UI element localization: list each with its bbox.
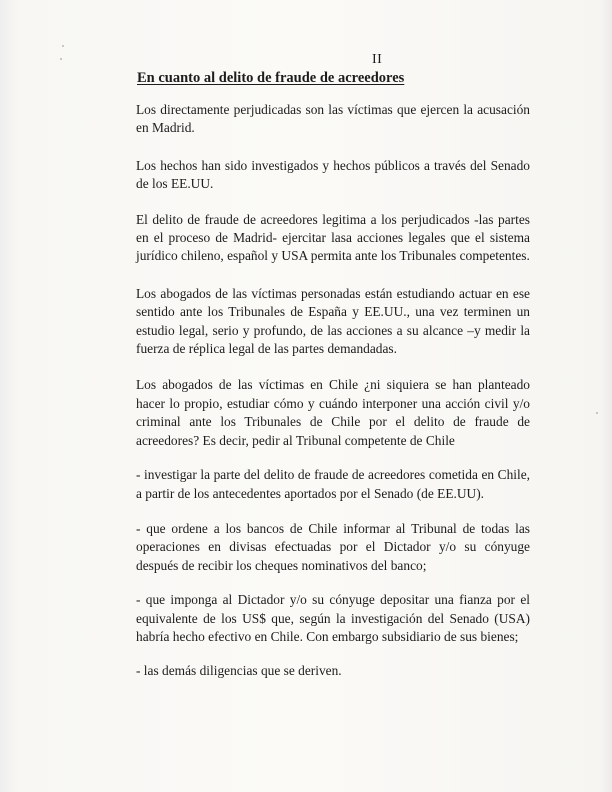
list-item: - que ordene a los bancos de Chile informar al Tribunal de todas las operaciones en divisas efectuadas por el Dictador y/o su cónyuge después de recibir los cheques nominativos del banco; (136, 520, 530, 573)
list-item: - que imponga al Dictador y/o su cónyuge depositar una fianza por el equivalente de los US$ que, según la investigación del Senado (USA) habría hecho efectivo en Chile. Con embargo subsidiario de sus bienes; (136, 592, 530, 644)
paragraph: Los abogados de las víctimas en Chile ¿ni siquiera se han planteado hacer lo propio, estudiar cómo y cuándo interponer una acción civil y/o criminal ante los Tribunales de Chile por el delito de fraude de acreedores? Es decir, pedir al Tribunal competente de Chile (136, 377, 530, 448)
paragraph: El delito de fraude de acreedores legitima a los perjudicados -las partes en el proceso de Madrid- ejercitar lasa acciones legales que el sistema jurídico chileno, español y USA permita ante los Tribunales competentes. (136, 211, 530, 264)
scan-speck (60, 58, 62, 60)
page-number: II (372, 52, 383, 67)
scan-speck (62, 45, 64, 47)
list-item: - investigar la parte del delito de fraude de acreedores cometida en Chile, a partir de los antecedentes aportados por el Senado (de EE.UU). (136, 467, 530, 501)
body-text (136, 101, 530, 699)
scan-speck (596, 412, 598, 414)
paragraph: Los hechos han sido investigados y hechos públicos a través del Senado de los EE.UU. (136, 157, 530, 192)
list-item: - las demás diligencias que se deriven. (136, 663, 342, 679)
paragraph: Los abogados de las víctimas personadas están estudiando actuar en ese sentido ante los Tribunales de España y EE.UU., una vez terminen un estudio legal, serio y profundo, de las acciones a su alcance –y medir la fuerza de réplica legal de las partes demandadas. (136, 285, 530, 357)
section-heading: En cuanto al delito de fraude de acreedores (137, 70, 405, 86)
paragraph: Los directamente perjudicadas son las víctimas que ejercen la acusación en Madrid. (136, 102, 530, 136)
